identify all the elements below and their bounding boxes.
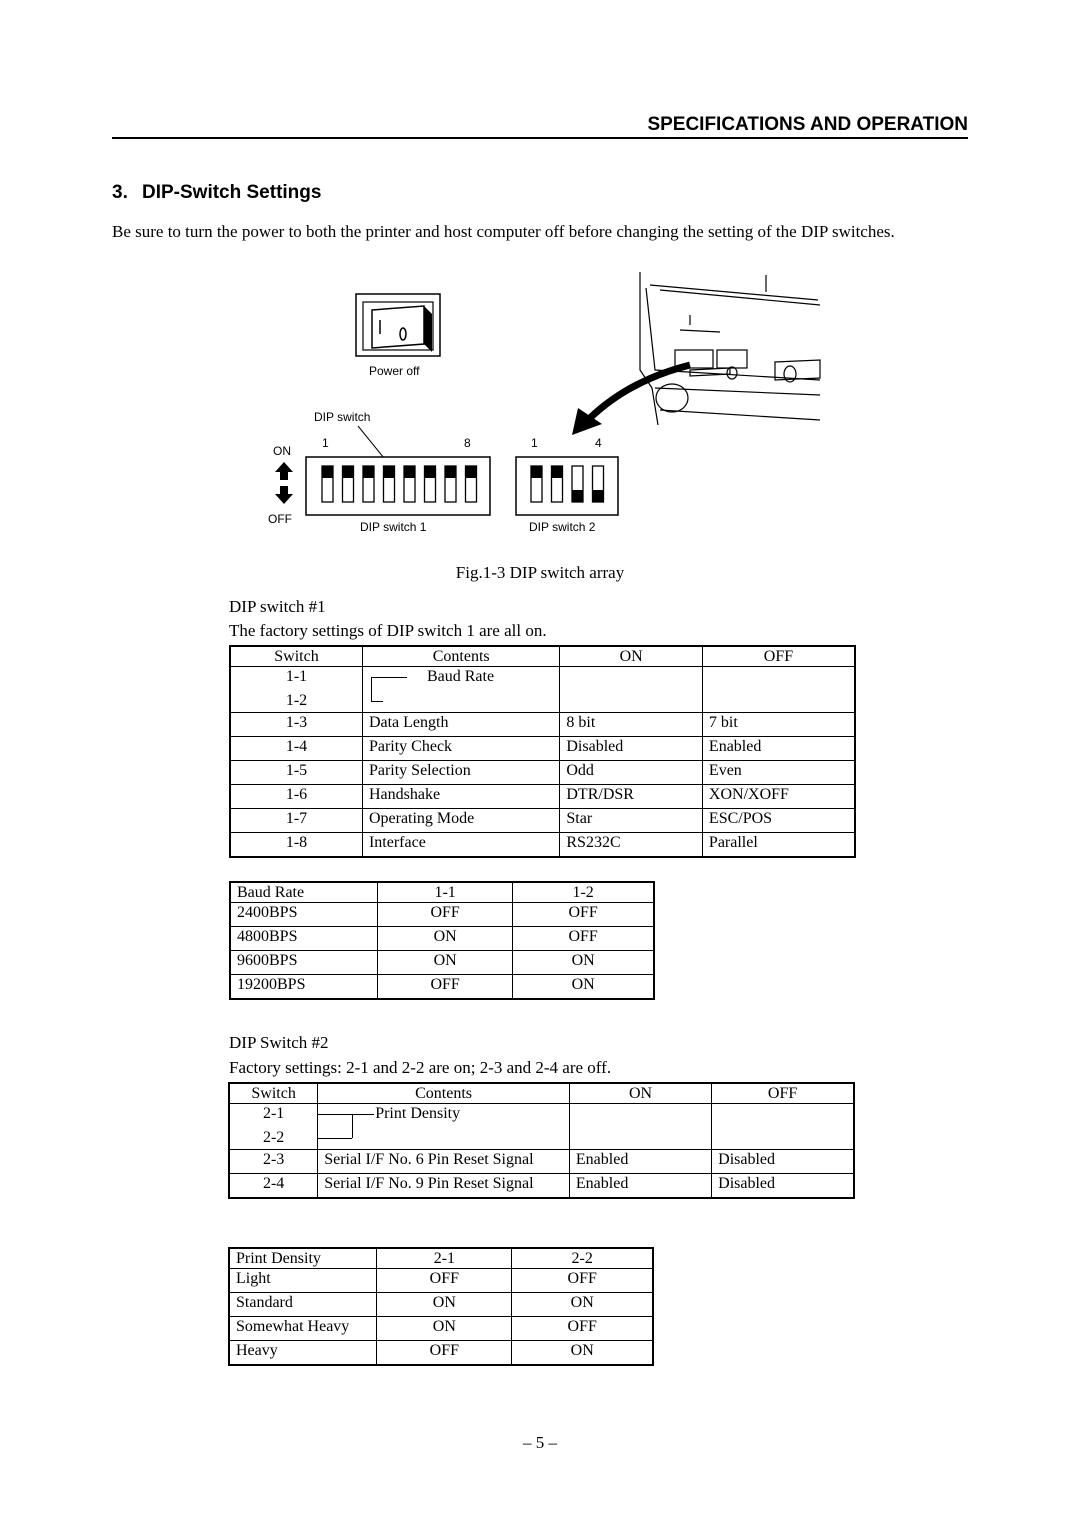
table-cell: 2-4 <box>229 1174 318 1199</box>
switch-id: 2-2 <box>262 1129 285 1146</box>
switch-knob-on <box>343 466 354 478</box>
column-header: OFF <box>712 1083 854 1104</box>
table-cell: OFF <box>377 1341 512 1366</box>
table-row <box>230 761 855 785</box>
table-cell: 7 bit <box>702 713 855 737</box>
table-cell: 1-7 <box>230 809 362 833</box>
table-row <box>229 1269 653 1293</box>
column-header: 2-1 <box>377 1248 512 1269</box>
switch-knob-on <box>384 466 395 478</box>
table-cell: ON <box>512 1341 653 1366</box>
page-number: – 5 – <box>523 1433 557 1452</box>
table-cell: Operating Mode <box>362 809 559 833</box>
table-cell: Enabled <box>569 1150 711 1174</box>
table-cell: OFF <box>512 1269 653 1293</box>
switch-knob-on <box>531 466 542 478</box>
table-row <box>230 737 855 761</box>
table-cell: 4800BPS <box>230 927 377 951</box>
switch-knob-on <box>425 466 436 478</box>
contents-cell <box>318 1104 570 1150</box>
table-header-row <box>230 882 654 903</box>
switch-knob-on <box>363 466 374 478</box>
table-cell: Parallel <box>702 833 855 858</box>
contents-label: Print Density <box>375 1105 461 1122</box>
table-cell: OFF <box>513 927 654 951</box>
table-cell: ON <box>512 1293 653 1317</box>
printer-illustration <box>640 272 820 425</box>
table-row <box>230 927 654 951</box>
table-cell: Parity Check <box>362 737 559 761</box>
table-row <box>230 975 654 1000</box>
table-row <box>229 1341 653 1366</box>
table-row <box>230 809 855 833</box>
table-cell: Disabled <box>560 737 703 761</box>
section-title-text: DIP-Switch Settings <box>142 182 322 203</box>
table-cell: ESC/POS <box>702 809 855 833</box>
table-row <box>229 1150 854 1174</box>
table-row <box>229 1174 854 1199</box>
column-header: Baud Rate <box>230 882 377 903</box>
dip1-heading: DIP switch #1 <box>229 597 326 616</box>
column-header: Print Density <box>229 1248 377 1269</box>
baud-rate-table <box>229 881 655 1000</box>
table-cell: 2-3 <box>229 1150 318 1174</box>
switch-knob-off <box>572 490 583 502</box>
table-cell: Data Length <box>362 713 559 737</box>
table-row <box>230 713 855 737</box>
on-off-arrows-icon <box>275 462 293 504</box>
off-label: OFF <box>268 512 292 526</box>
table-row <box>229 1104 854 1150</box>
table-cell: OFF <box>377 903 512 927</box>
table-cell: Enabled <box>569 1174 711 1199</box>
column-header: OFF <box>702 646 855 667</box>
column-header: ON <box>569 1083 711 1104</box>
column-header: 1-1 <box>377 882 512 903</box>
contents-label: Baud Rate <box>426 668 495 685</box>
dip1-first-label: 1 <box>322 436 329 450</box>
column-header: Switch <box>229 1083 318 1104</box>
table-row <box>230 785 855 809</box>
switch-knob-on <box>322 466 333 478</box>
section-title <box>112 182 321 204</box>
table-row <box>229 1317 653 1341</box>
table-cell: 1-5 <box>230 761 362 785</box>
column-header: 1-2 <box>513 882 654 903</box>
table-cell: Handshake <box>362 785 559 809</box>
switch-cell <box>229 1104 318 1150</box>
column-header: Contents <box>362 646 559 667</box>
power-switch-illustration <box>356 294 440 356</box>
table-cell: ON <box>377 1293 512 1317</box>
table-cell: ON <box>513 975 654 1000</box>
dip2-first-label: 1 <box>531 436 538 450</box>
on-label: ON <box>273 444 291 458</box>
switch-id: 1-2 <box>285 692 308 709</box>
dip1-note: The factory settings of DIP switch 1 are all on. <box>229 621 547 640</box>
table-cell: Disabled <box>712 1150 854 1174</box>
print-density-table <box>228 1247 654 1366</box>
switch-knob-on <box>404 466 415 478</box>
table-cell: Parity Selection <box>362 761 559 785</box>
table-cell: 1-6 <box>230 785 362 809</box>
table-cell: 1-3 <box>230 713 362 737</box>
table-cell: ON <box>513 951 654 975</box>
table-cell: Even <box>702 761 855 785</box>
table-cell: OFF <box>377 975 512 1000</box>
table-header-row <box>229 1083 854 1104</box>
curved-arrow <box>572 365 690 435</box>
table-cell: ON <box>377 951 512 975</box>
switch-id: 1-1 <box>285 668 308 685</box>
table-cell: Interface <box>362 833 559 858</box>
table-row <box>230 951 654 975</box>
switch-knob-on <box>466 466 477 478</box>
table-cell: Somewhat Heavy <box>229 1317 377 1341</box>
table-cell: Serial I/F No. 6 Pin Reset Signal <box>318 1150 570 1174</box>
table-cell: XON/XOFF <box>702 785 855 809</box>
table-cell: RS232C <box>560 833 703 858</box>
switch-knob-on <box>445 466 456 478</box>
dip2-last-label: 4 <box>595 436 602 450</box>
table-cell: 1-8 <box>230 833 362 858</box>
table-row <box>230 667 855 713</box>
switch-id: 2-1 <box>262 1105 285 1122</box>
table-cell: ON <box>377 927 512 951</box>
table-row <box>230 903 654 927</box>
switch-cell <box>230 667 362 713</box>
table-cell: OFF <box>377 1269 512 1293</box>
switch-knob-off <box>593 490 604 502</box>
table-cell: Serial I/F No. 9 Pin Reset Signal <box>318 1174 570 1199</box>
column-header: ON <box>560 646 703 667</box>
table-cell: Standard <box>229 1293 377 1317</box>
column-header: 2-2 <box>512 1248 653 1269</box>
figure-caption: Fig.1-3 DIP switch array <box>455 563 625 582</box>
table-cell: Odd <box>560 761 703 785</box>
power-off-label: Power off <box>369 364 420 378</box>
table-cell: 9600BPS <box>230 951 377 975</box>
table-cell: ON <box>377 1317 512 1341</box>
table-cell: Enabled <box>702 737 855 761</box>
table-header-row <box>230 646 855 667</box>
dip-switch-label: DIP switch <box>314 410 371 424</box>
contents-cell <box>362 667 559 713</box>
dip-switch-2-caption: DIP switch 2 <box>529 520 596 534</box>
table-cell: 2400BPS <box>230 903 377 927</box>
table-cell: OFF <box>512 1317 653 1341</box>
table-cell: Disabled <box>712 1174 854 1199</box>
column-header: Switch <box>230 646 362 667</box>
dip1-last-label: 8 <box>464 436 471 450</box>
table-cell: DTR/DSR <box>560 785 703 809</box>
intro-paragraph: Be sure to turn the power to both the printer and host computer off before changing the setting of the DIP switches. <box>112 222 895 241</box>
table-cell: OFF <box>513 903 654 927</box>
table-cell: 1-4 <box>230 737 362 761</box>
section-number: 3. <box>112 182 128 203</box>
table-cell: 19200BPS <box>230 975 377 1000</box>
table-row <box>230 833 855 858</box>
dip-switch-figure <box>260 270 830 545</box>
table-cell: Light <box>229 1269 377 1293</box>
dip2-note: Factory settings: 2-1 and 2-2 are on; 2-3 and 2-4 are off. <box>229 1058 612 1077</box>
switch-knob-on <box>552 466 563 478</box>
dip1-table <box>229 645 856 858</box>
table-cell: Star <box>560 809 703 833</box>
table-cell: 8 bit <box>560 713 703 737</box>
column-header: Contents <box>318 1083 570 1104</box>
table-row <box>229 1293 653 1317</box>
dip2-table <box>228 1082 855 1199</box>
running-header: SPECIFICATIONS AND OPERATION <box>112 112 968 139</box>
dip2-heading: DIP Switch #2 <box>229 1033 329 1052</box>
table-cell: Heavy <box>229 1341 377 1366</box>
table-header-row <box>229 1248 653 1269</box>
dip-switch-1-caption: DIP switch 1 <box>360 520 427 534</box>
